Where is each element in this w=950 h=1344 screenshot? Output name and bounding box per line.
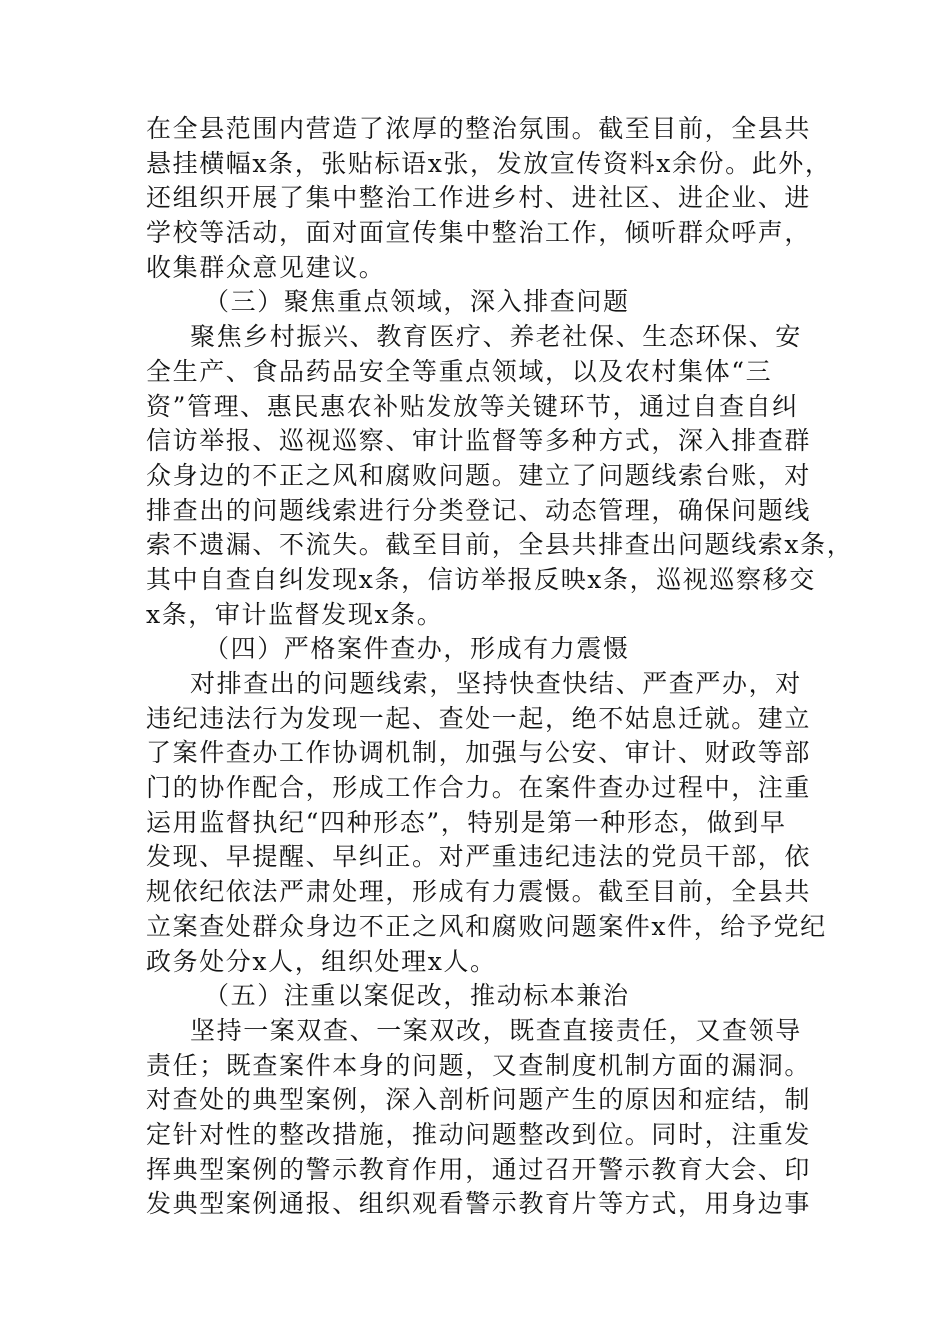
text-line: 挥典型案例的警示教育作用，通过召开警示教育大会、印 — [146, 1154, 812, 1184]
section-heading: （五）注重以案促改，推动标本兼治 — [204, 981, 630, 1011]
text-line: 其中自查自纠发现x条，信访举报反映x条，巡视巡察移交 — [146, 564, 816, 594]
text-line: 聚焦乡村振兴、教育医疗、养老社保、生态环保、安 — [190, 322, 802, 352]
text-line: 悬挂横幅x条，张贴标语x张，发放宣传资料x余份。此外， — [146, 148, 832, 178]
text-line: 发现、早提醒、早纠正。对严重违纪违法的党员干部，依 — [146, 842, 812, 872]
text-line: 在全县范围内营造了浓厚的整治氛围。截至目前，全县共 — [146, 114, 812, 143]
text-line: 收集群众意见建议。 — [146, 252, 386, 282]
text-line: 索不遗漏、不流失。截至目前，全县共排查出问题线索x条， — [146, 530, 854, 560]
text-line: 规依纪依法严肃处理，形成有力震慑。截至目前，全县共 — [146, 877, 812, 907]
text-line: 了案件查办工作协调机制，加强与公安、审计、财政等部 — [146, 738, 812, 768]
text-line: 还组织开展了集中整治工作进乡村、进社区、进企业、进 — [146, 183, 812, 213]
text-line: 责任；既查案件本身的问题，又查制度机制方面的漏洞。 — [146, 1050, 812, 1080]
text-line: 立案查处群众身边不正之风和腐败问题案件x件，给予党纪 — [146, 911, 827, 941]
section-heading: （四）严格案件查办，形成有力震慑 — [204, 634, 630, 664]
text-line: 违纪违法行为发现一起、查处一起，绝不姑息迁就。建立 — [146, 703, 812, 733]
text-line: 众身边的不正之风和腐败问题。建立了问题线索台账，对 — [146, 460, 812, 490]
text-line: 学校等活动，面对面宣传集中整治工作，倾听群众呼声， — [146, 218, 812, 248]
text-line: 政务处分x人，组织处理x人。 — [146, 946, 497, 976]
text-line: 资”管理、惠民惠农补贴发放等关键环节，通过自查自纠 — [146, 391, 799, 421]
text-line: 运用监督执纪“四种形态”，特别是第一种形态，做到早 — [146, 807, 787, 837]
text-line: 对查处的典型案例，深入剖析问题产生的原因和症结，制 — [146, 1085, 812, 1115]
text-line: 发典型案例通报、组织观看警示教育片等方式，用身边事 — [146, 1189, 812, 1219]
text-line: 信访举报、巡视巡察、审计监督等多种方式，深入排查群 — [146, 426, 812, 456]
text-line: 排查出的问题线索进行分类登记、动态管理，确保问题线 — [146, 495, 812, 525]
text-line: x条，审计监督发现x条。 — [146, 599, 444, 629]
text-line: 门的协作配合，形成工作合力。在案件查办过程中，注重 — [146, 773, 812, 803]
text-line: 定针对性的整改措施，推动问题整改到位。同时，注重发 — [146, 1119, 812, 1149]
text-line: 对排查出的问题线索，坚持快查快结、严查严办，对 — [190, 669, 802, 698]
text-line: 坚持一案双查、一案双改，既查直接责任，又查领导 — [190, 1015, 802, 1045]
text-line: 全生产、食品药品安全等重点领域，以及农村集体“三 — [146, 356, 773, 386]
document-body — [146, 112, 854, 1222]
section-heading: （三）聚焦重点领域，深入排查问题 — [204, 287, 630, 317]
